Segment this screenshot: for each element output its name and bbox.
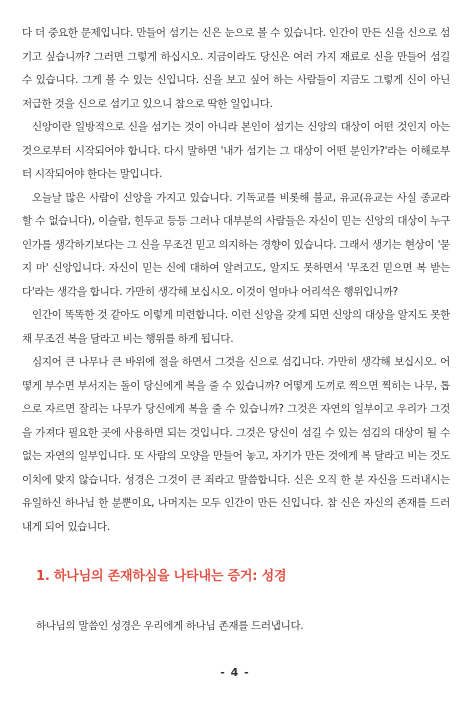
paragraph-2: 신앙이란 일방적으로 신을 섬기는 것이 아니라 본인이 섬기는 신앙의 대상이 어떤 것인지 아는 것으로부터 시작되어야 합니다. 다시 말하면 '내가 섬기는 그 대상이 어떤 분인가?'라는 이해로부터 시작되어야 한다는 말입니다. [22,121,450,180]
paragraph-3: 오늘날 많은 사람이 신앙을 가지고 있습니다. 기독교를 비롯해 불교, 유교(유교는 사실 종교라 할 수 없습니다), 이슬람, 힌두교 등등 그러나 대부분의 사람들은 자신이 믿는 신앙의 대상이 누구인가를 생각하기보다는 그 신을 무조건 믿고 의지하는 경향이 있습니다. 그래서 생기는 현상이 '묻지 마' 신앙입니다. 자신이 믿는 신에 대하여 알려고도, 알지도 못하면서 '무조건 믿으면 복 받는다'라는 생각을 합니다. 가만히 생각해 보십시오. 이것이 얼마나 어리석은 행위입니까? [22,191,450,298]
paragraph-1: 다 더 중요한 문제입니다. 만들어 섬기는 신은 눈으로 볼 수 있습니다. 인간이 만든 신을 신으로 섬기고 싶습니까? 그러면 그렇게 하십시오. 지금이라도 당신은 여러 가지 재료로 신을 만들어 섬길 수 있습니다. 그게 볼 수 있는 신입니다. 신을 보고 싶어 하는 사람들이 지금도 그렇게 신이 아닌 저급한 것을 신으로 섬기고 있으니 참으로 딱한 일입니다. [22,27,450,110]
section-paragraph: 하나님의 말씀인 성경은 우리에게 하나님 존재를 드러냅니다. [36,620,304,632]
body-text [22,22,450,539]
section-heading: 1. 하나님의 존재하심을 나타내는 증거: 성경 [36,569,287,584]
page-number: - 4 - [220,666,250,679]
paragraph-4: 인간이 똑똑한 것 같아도 이렇게 미련합니다. 이런 신앙을 갖게 되면 신앙의 대상을 알지도 못한 채 무조건 복을 달라고 비는 행위를 하게 됩니다. [22,309,450,345]
paragraph-5: 심지어 큰 나무나 큰 바위에 절을 하면서 그것을 신으로 섬깁니다. 가만히 생각해 보십시오. 어떻게 부수면 부서지는 돌이 당신에게 복을 줄 수 있습니까? 어떻게 도끼로 찍으면 찍히는 나무, 톱으로 자르면 잘리는 나무가 당신에게 복을 줄 수 있습니까? 그것은 자연의 일부이고 우리가 그것을 가져다 필요한 곳에 사용하면 되는 것입니다. 그것은 당신이 섬길 수 있는 섬김의 대상이 될 수 없는 자연의 일부입니다. 또 사람의 모양을 만들어 놓고, 자기가 만든 것에게 복 달라고 비는 것도 이치에 맞지 않습니다. 성경은 그것이 큰 죄라고 말씀합니다. 신은 오직 한 분 자신을 드러내시는 유일하신 하나님 한 분뿐이요, 나머지는 모두 인간이 만든 신입니다. 참 신은 자신의 존재를 드러내게 되어 있습니다. [22,356,450,533]
